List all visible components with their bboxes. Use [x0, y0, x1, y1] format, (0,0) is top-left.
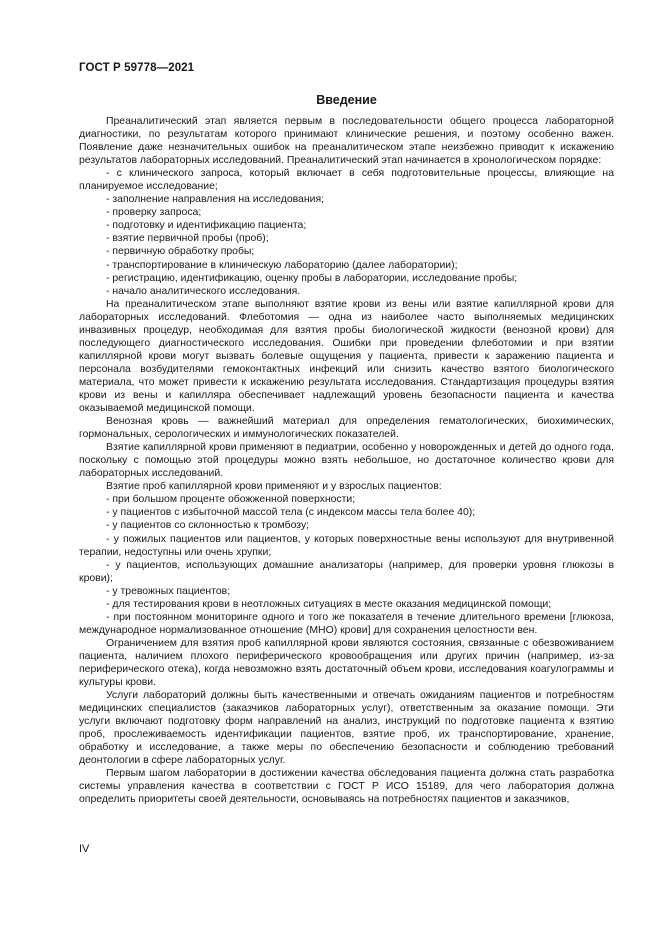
list-item: - для тестирования крови в неотложных ситуациях в месте оказания медицинской помощи; — [106, 598, 552, 610]
list-item: - первичную обработку пробы; — [106, 246, 255, 258]
list-item: - у пожилых пациентов или пациентов, у которых поверхностные вены используют для внутривенной терапии, недоступны или очень хрупки; — [79, 533, 614, 558]
paragraph: Венозная кровь — важнейший материал для определения гематологических, биохимических, гормональных, серологических и иммунологических показателей. — [79, 416, 614, 441]
list-item: - у пациентов со склонностью к тромбозу; — [106, 520, 310, 532]
list-item: - заполнение направления на исследования; — [106, 194, 325, 206]
list-item: - у пациентов, использующих домашние анализаторы (например, для проверки уровня глюкозы в крови); — [79, 559, 614, 584]
paragraph: На преаналитическом этапе выполняют взятие крови из вены или взятие капиллярной крови для лабораторных исследований. Флеботомия — одна из наиболее часто выполняемых медицинских инвазивных процедур, необходимая для взятия пробы биологической жидкости (венозной крови) для последующего диагностического исследования. Ошибки при проведении флеботомии и при взятии капиллярной крови могут вызвать болевые ощущения у пациента, привести к заражению пациента и персонала возбудителями гемоконтактных инфекций или снизить качество взятого биологического материала, что может привести к искажению результата исследования. Стандартизация процедуры взятия крови из вены и капилляра обеспечивает надлежащий уровень безопасности пациента и качества оказываемой медицинской помощи. — [79, 298, 614, 415]
paragraph: Взятие капиллярной крови применяют в педиатрии, особенно у новорожденных и детей до одного года, поскольку с помощью этой процедуры можно взять небольшое, но достаточное количество крови для лабораторных исследований. — [79, 442, 614, 480]
paragraph: Взятие проб капиллярной крови применяют и у взрослых пациентов: — [106, 481, 442, 493]
list-item: - с клинического запроса, который включает в себя подготовительные процессы, влияющие на планируемое исследование; — [79, 168, 614, 193]
list-item: - при большом проценте обожженной поверхности; — [106, 494, 356, 506]
list-item: - транспортирование в клиническую лабораторию (далее лаборатории); — [106, 259, 458, 271]
page-number: IV — [79, 843, 90, 855]
document-body — [79, 115, 614, 806]
section-title: Введение — [316, 93, 377, 107]
paragraph: Преаналитический этап является первым в последовательности общего процесса лабораторной диагностики, по результатам которого принимают клинические решения, и поэтому особенно важен. Появление даже незначительных ошибок на преаналитическом этапе неизбежно приводит к искажению результатов лабораторных исследований. Преаналитический этап начинается в хронологическом порядке: — [79, 116, 614, 167]
paragraph: Ограничением для взятия проб капиллярной крови являются состояния, связанные с обезвоживанием пациента, наличием плохого периферического кровообращения или других причин (например, из-за периферического отека), когда невозможно взять достаточный объем крови, исследования коагулограммы и культуры крови. — [79, 637, 614, 689]
paragraph: Первым шагом лаборатории в достижении качества обследования пациента должна стать разработка системы управления качества в соответствии с ГОСТ Р ИСО 15189, для чего лаборатория должна определить приоритеты своей деятельности, основываясь на потребностях пациентов и заказчиков, — [79, 768, 614, 806]
list-item: - у тревожных пациентов; — [106, 585, 231, 597]
list-item: - регистрацию, идентификацию, оценку пробы в лаборатории, исследование пробы; — [106, 272, 518, 284]
list-item: - проверку запроса; — [106, 207, 202, 219]
list-item: - взятие первичной пробы (проб); — [106, 233, 269, 245]
document-id-header: ГОСТ Р 59778—2021 — [79, 62, 195, 74]
paragraph: Услуги лабораторий должны быть качественными и отвечать ожиданиям пациентов и потребностям медицинских специалистов (заказчиков лабораторных услуг), ответственным за оказание помощи. Эти услуги включают подготовку форм направлений на анализ, инструкций по подготовке пациента к взятию проб, прослеживаемость идентификации пациентов, взятие проб, их транспортирование, хранение, обработку и исследование, а также меры по обеспечению безопасности и соблюдению требований деонтологии в сфере лабораторных услуг. — [79, 690, 614, 767]
list-item: - при постоянном мониторинге одного и того же показателя в течение длительного времени [глюкоза, международное нормализованное отношение (МНО) крови] для сохранения целостности вен. — [79, 611, 614, 636]
list-item: - у пациентов с избыточной массой тела (с индексом массы тела более 40); — [106, 507, 476, 519]
list-item: - подготовку и идентификацию пациента; — [106, 220, 307, 232]
list-item: - начало аналитического исследования. — [106, 285, 301, 297]
